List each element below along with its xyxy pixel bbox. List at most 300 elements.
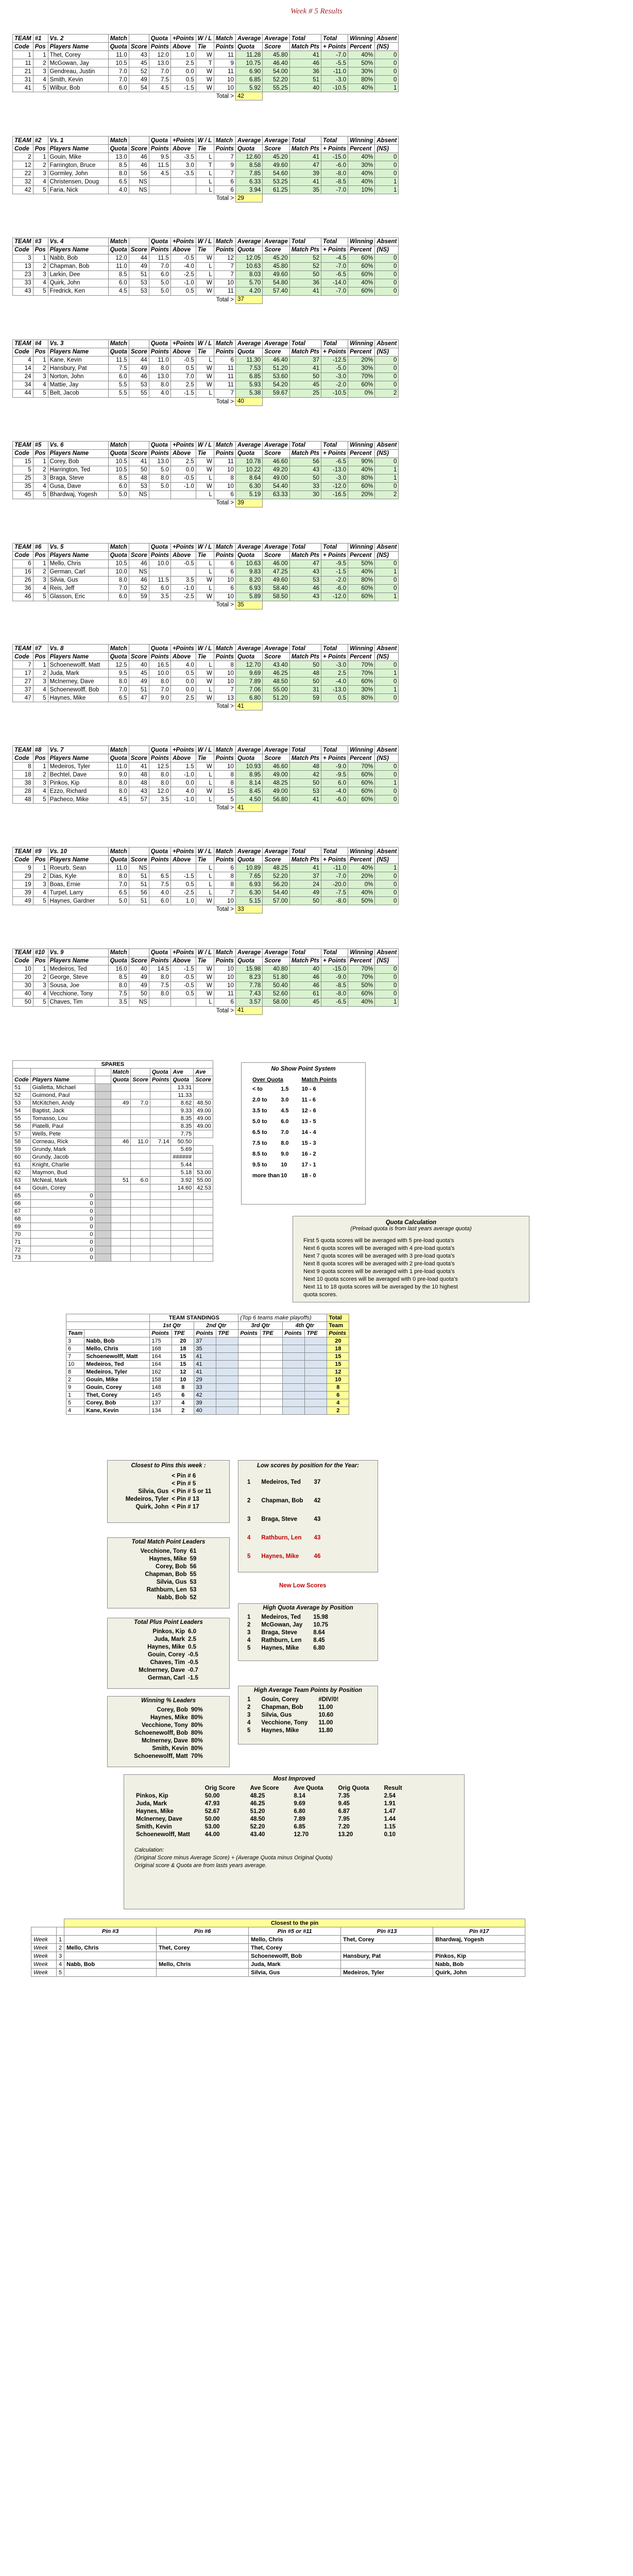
player-cell: 40 [289,965,321,973]
player-cell: 7.0 [149,67,170,76]
player-cell: 54.20 [263,381,289,389]
player-cell: 6.0 [108,482,129,490]
spare-cell [111,1184,131,1192]
player-cell: 43.40 [263,661,289,669]
spare-cell [150,1215,171,1223]
standings-row [66,1353,349,1361]
header-cell: Match [108,238,129,246]
leader-row [124,1472,213,1480]
player-cell [149,178,170,186]
header-cell: +Points [170,543,196,551]
player-cell: 46 [289,59,321,67]
player-row [13,84,399,92]
player-cell: 33 [13,279,33,287]
empty-cell [108,601,129,609]
team-number: #4 [33,340,48,348]
player-cell: 3.94 [235,186,262,194]
pin-cell [157,1936,249,1944]
header-cell: Tie [196,754,214,762]
standings-header: Points [194,1330,216,1337]
header-cell: Percent [348,653,375,661]
player-cell: -11.0 [321,67,348,76]
leader-row [139,1578,198,1586]
spare-cell [95,1231,111,1239]
player-cell: 1 [375,568,399,576]
leader-cell: 11.80 [318,1727,333,1734]
header-cell: Average [263,441,289,449]
header-cell: Total [321,441,348,449]
empty-cell [33,702,48,710]
player-cell: 57 [129,795,149,804]
mi-cell: 6.80 [294,1808,305,1815]
team-label: TEAM [13,137,33,145]
spare-cell: 66 [13,1200,31,1208]
pin-row [31,1969,525,1977]
player-cell: 49 [129,262,149,270]
player-cell: 5.5 [108,389,129,397]
empty-cell [196,702,214,710]
player-cell: 6.85 [235,372,262,381]
player-cell: 4 [33,482,48,490]
player-cell: 24 [289,880,321,889]
player-cell: 3.0 [170,161,196,170]
player-cell: 59 [289,694,321,702]
leader-cell: 43 [314,1535,321,1541]
player-cell: 3 [33,372,48,381]
no-show-col: Over Quota [252,1077,283,1083]
mi-cell: 7.20 [338,1823,350,1830]
no-show-cell: 16 - 2 [301,1150,316,1157]
team-label: TEAM [13,35,33,43]
mi-header: Ave Quota [294,1785,323,1791]
spare-row [13,1084,213,1092]
spare-row [13,1146,213,1154]
player-cell: -8.0 [321,990,348,998]
leader-row [132,1752,204,1760]
player-cell: 25 [289,389,321,397]
header-cell: W / L [196,340,214,348]
player-cell: 11.0 [108,262,129,270]
player-cell: 47 [13,694,33,702]
player-cell: -0.5 [170,474,196,482]
team-table-6 [12,543,399,609]
leader-row [246,1636,330,1644]
no-show-panel [241,1062,366,1205]
empty-cell [108,702,129,710]
player-cell: Faria, Nick [48,186,108,194]
spare-cell [131,1192,150,1200]
leader-row [139,1555,198,1563]
header-cell: Players Name [48,551,108,560]
player-cell: 4.20 [235,287,262,295]
player-cell: 5.89 [235,592,262,601]
header-cell: Match [214,543,235,551]
player-cell: 2 [33,771,48,779]
spare-cell [95,1184,111,1192]
leader-cell: 80% [191,1714,203,1721]
spare-cell [194,1161,213,1169]
leader-row [137,1674,200,1682]
spares-header [95,1076,111,1084]
player-cell: 0 [375,356,399,364]
spare-cell [111,1239,131,1246]
player-cell: NS [129,178,149,186]
player-cell: 51 [129,686,149,694]
team-label: TEAM [13,645,33,653]
empty-cell [13,295,33,303]
player-cell: 12.0 [108,254,129,262]
leader-cell: Vecchione, Tony [261,1719,308,1726]
header-cell: +Points [170,441,196,449]
player-cell: 2 [375,389,399,397]
player-cell: 57.40 [263,287,289,295]
player-cell: 2 [33,161,48,170]
player-cell: NS [129,186,149,194]
header-cell: Pos [33,348,48,356]
header-cell: Points [214,246,235,254]
spare-row [13,1123,213,1130]
player-cell: 50 [289,677,321,686]
header-cell: (NS) [375,754,399,762]
player-cell: 0% [348,389,375,397]
header-cell: Match Pts [289,551,321,560]
header-cell: Code [13,754,33,762]
player-cell: 24 [13,372,33,381]
player-cell: -15.0 [321,965,348,973]
header-cell: + Points [321,754,348,762]
player-cell: NS [129,864,149,872]
header-cell: Average [263,340,289,348]
header-cell: Absent [375,948,399,957]
player-cell: 52 [129,67,149,76]
player-cell: -12.0 [321,482,348,490]
spare-cell [150,1146,171,1154]
player-cell: 4 [33,178,48,186]
standings-cell: 158 [150,1376,172,1384]
mi-cell: 52.67 [204,1808,220,1815]
leader-cell: Chapman, Bob [261,1498,303,1504]
header-cell: Total [289,746,321,754]
spare-cell [150,1169,171,1177]
spare-cell [95,1161,111,1169]
leader-row [124,1480,213,1487]
player-cell: 9.0 [149,694,170,702]
spares-header: Ave [171,1069,194,1076]
quota-calc-subtitle: (Preload quota is from last years average quota) [350,1226,472,1232]
player-cell: 11.5 [149,254,170,262]
player-cell: -1.0 [170,482,196,490]
leader-row [246,1510,322,1529]
player-cell: Schoenewolff, Matt [48,661,108,669]
player-cell: 5.38 [235,389,262,397]
player-cell: W [196,677,214,686]
spare-cell [131,1246,150,1254]
player-cell: 8.0 [149,381,170,389]
player-cell: W [196,694,214,702]
player-cell: 5.0 [149,279,170,287]
header-cell: Total [321,137,348,145]
spares-header: Score [194,1076,213,1084]
no-show-cell: 1.5 [281,1086,289,1092]
player-cell: W [196,973,214,981]
player-cell: Pinkos, Kip [48,779,108,787]
spare-cell: Wells, Pete [30,1130,95,1138]
calc-note: Original score & Quota are from lasts years average. [134,1862,267,1869]
header-cell: Tie [196,653,214,661]
player-cell: 6.90 [235,67,262,76]
pin-cell: Week [31,1952,57,1960]
spare-row [13,1138,213,1146]
header-cell: Above [170,957,196,965]
no-show-cell: 11 - 6 [301,1096,316,1103]
standings-cell [261,1384,283,1392]
player-cell: -5.5 [321,59,348,67]
player-cell: 45 [289,381,321,389]
spare-cell: 60 [13,1154,31,1161]
player-cell: L [196,872,214,880]
standings-row [66,1384,349,1392]
header-cell: Pos [33,856,48,864]
header-cell: Score [129,246,149,254]
player-cell: 8.0 [149,677,170,686]
spare-cell [150,1231,171,1239]
team-number: #1 [33,35,48,43]
header-cell: Total [289,645,321,653]
standings-cell: 4 [172,1399,194,1407]
pin-row [31,1936,525,1944]
player-cell: 51 [289,76,321,84]
high-avg-team-panel [238,1686,378,1744]
spare-cell [131,1200,150,1208]
player-cell: -3.0 [321,372,348,381]
player-cell: 11 [214,364,235,372]
pin-row [31,1952,525,1960]
player-cell: 0 [375,372,399,381]
pin-cell [341,1960,433,1969]
player-cell: 60% [348,262,375,270]
player-cell: 0 [375,153,399,161]
player-cell: 10 [214,279,235,287]
player-cell: 0 [375,287,399,295]
player-cell: W [196,254,214,262]
pin-cell: Thet, Corey [341,1936,433,1944]
standings-cell [261,1392,283,1399]
spare-cell [194,1130,213,1138]
standings-cell: 15 [172,1353,194,1361]
team-number: #9 [33,848,48,856]
player-cell: 10 [214,762,235,771]
player-cell: 27 [13,677,33,686]
spare-cell: Guimond, Paul [30,1092,95,1099]
player-cell: L [196,560,214,568]
empty-cell [196,601,214,609]
player-cell: 21 [13,67,33,76]
spare-cell: 53 [13,1099,31,1107]
player-cell: 12 [13,161,33,170]
standings-cell: 18 [172,1345,194,1353]
player-cell: 40.80 [263,965,289,973]
player-cell: 11.5 [108,356,129,364]
player-cell: 11.0 [108,864,129,872]
player-cell: 49 [289,889,321,897]
most-improved-title: Most Improved [273,1776,315,1782]
player-cell: 35 [289,186,321,194]
spare-cell: 6.0 [131,1177,150,1184]
empty-cell [149,1006,170,1014]
player-cell: 0 [375,270,399,279]
mi-cell: 1.47 [384,1808,396,1815]
empty-cell [48,601,108,609]
player-cell: 8 [214,872,235,880]
spare-cell: 3.92 [171,1177,194,1184]
leader-cell: 80% [191,1730,203,1736]
player-cell: 49.00 [263,474,289,482]
header-cell: Players Name [48,449,108,457]
header-cell: + Points [321,43,348,51]
leader-cell: Corey, Bob [156,1563,187,1570]
player-cell: 8 [13,762,33,771]
player-cell: 51.80 [263,973,289,981]
header-cell: Points [149,856,170,864]
standings-cell [238,1361,261,1368]
player-cell: -0.5 [170,356,196,364]
empty-cell [196,92,214,100]
team-vs: Vs. 2 [48,35,108,43]
header-cell: Average [235,948,262,957]
player-cell: 45 [13,490,33,499]
player-cell: 29 [13,872,33,880]
player-cell: Harrington, Ted [48,466,108,474]
player-cell: 45.20 [263,254,289,262]
player-cell: Pacheco, Mike [48,795,108,804]
player-cell: 43 [289,592,321,601]
mi-row [134,1792,416,1800]
standings-cell: 12 [172,1368,194,1376]
player-cell: 42 [13,186,33,194]
player-cell: 2.5 [321,669,348,677]
empty-cell [149,194,170,202]
header-cell: Points [149,449,170,457]
spare-cell [131,1161,150,1169]
empty-cell [170,295,196,303]
standings-cell [238,1376,261,1384]
leader-row [246,1703,340,1711]
pin-cell [157,1952,249,1960]
spare-cell [111,1169,131,1177]
player-cell: 43 [129,787,149,795]
standings-total-label: Total [327,1314,349,1322]
player-cell: 53 [289,787,321,795]
header-cell: Quota [235,145,262,153]
header-cell: (NS) [375,348,399,356]
player-cell: 14 [13,364,33,372]
player-cell: 6.0 [108,279,129,287]
spare-cell: 49.00 [194,1115,213,1123]
player-cell: 0 [375,661,399,669]
player-cell: 90% [348,457,375,466]
player-cell: 5 [33,897,48,905]
player-cell: 46 [289,973,321,981]
standings-cell: 5 [66,1399,84,1407]
player-row [13,694,399,702]
player-cell: 8.5 [108,474,129,482]
spare-cell: Maymon, Bud [30,1169,95,1177]
standings-cell [216,1384,238,1392]
no-show-cell: 6.5 to [252,1129,267,1136]
leader-cell: -0.7 [188,1667,198,1673]
pin-cell: 5 [57,1969,64,1977]
player-cell: 7.0 [149,686,170,694]
header-cell: Winning [348,543,375,551]
leader-cell: Schoenewolff, Bob [134,1730,188,1736]
player-cell: 48.25 [263,779,289,787]
player-cell: 8.14 [235,779,262,787]
player-cell: 15 [13,457,33,466]
player-row [13,576,399,584]
leader-cell: 59 [190,1555,197,1562]
leader-cell: < Pin # 13 [172,1496,199,1502]
player-cell: W [196,364,214,372]
player-cell: 20% [348,490,375,499]
spare-cell [95,1223,111,1231]
player-cell: 7.53 [235,364,262,372]
player-cell: 1 [33,51,48,59]
player-cell: 7.0 [108,67,129,76]
player-cell: Belt, Jacob [48,389,108,397]
player-cell: -2.0 [321,576,348,584]
player-cell: 8.0 [108,787,129,795]
player-cell: -6.5 [321,270,348,279]
header-cell: Points [214,653,235,661]
standings-cell: 148 [150,1384,172,1392]
header-cell: Quota [108,43,129,51]
mi-row [134,1831,416,1838]
team-number: #10 [33,948,48,957]
header-cell: Match [214,645,235,653]
standings-row [66,1407,349,1415]
mi-row [134,1823,416,1831]
player-cell: 2.5 [170,381,196,389]
player-cell: 41 [289,287,321,295]
high-quota-panel [238,1603,378,1661]
spare-row [13,1107,213,1115]
player-cell: 49 [13,897,33,905]
leader-cell [124,1480,170,1487]
header-cell: Points [214,43,235,51]
spare-cell [131,1184,150,1192]
header-cell: Code [13,43,33,51]
player-cell: 47.25 [263,568,289,576]
spare-cell: 0 [30,1231,95,1239]
no-show-cell: 5.0 to [252,1118,267,1125]
player-cell: 54.60 [263,170,289,178]
team-table-10 [12,948,399,1015]
spares-header: Score [131,1076,150,1084]
header-cell: Quota [149,238,170,246]
header-cell: Absent [375,746,399,754]
pin-cell: 4 [57,1960,64,1969]
pin-cell: Medeiros, Tyler [341,1969,433,1977]
player-cell: 4 [33,889,48,897]
player-cell: 41 [129,762,149,771]
standings-cell: 10 [66,1361,84,1368]
leader-cell: < Pin # 6 [172,1472,196,1479]
standings-cell: Kane, Kevin [84,1407,150,1415]
team-table-3 [12,238,399,304]
team-table-9 [12,847,399,913]
player-cell: Corey, Bob [48,457,108,466]
header-cell [129,35,149,43]
